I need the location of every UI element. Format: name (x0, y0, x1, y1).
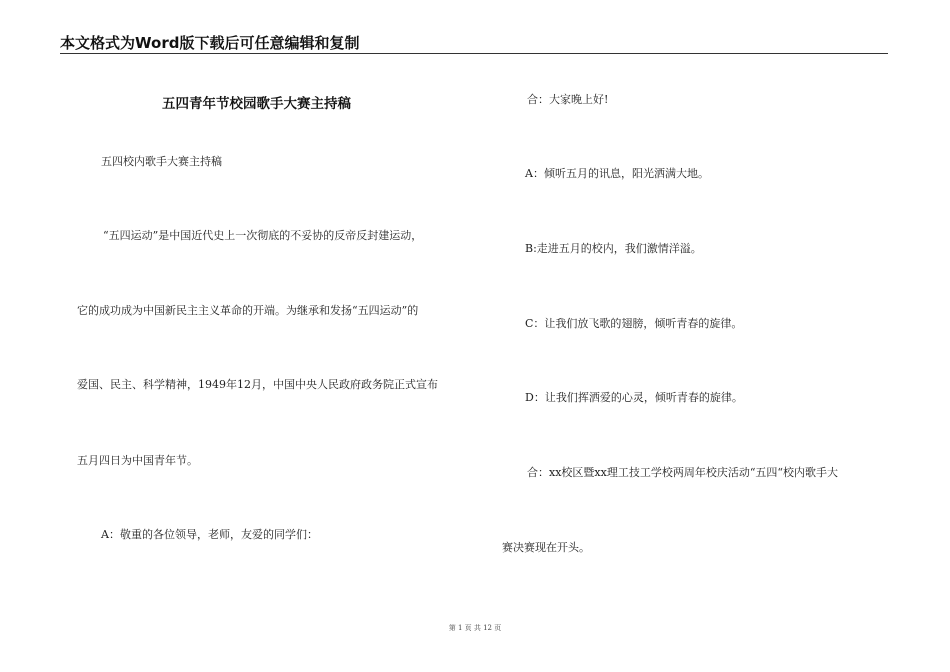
page-number: 第 1 页 共 12 页 (448, 624, 502, 632)
paragraph-line: 合：xx校区暨xx理工技工学校两周年校庆活动“五四“校内歌手大 (527, 466, 839, 479)
header-divider (60, 53, 888, 54)
paragraph-line: 它的成功成为中国新民主主义革命的开端。为继承和发扬“五四运动”的 (77, 304, 419, 317)
paragraph-line: “五四运动”是中国近代史上一次彻底的不妥协的反帝反封建运动， (103, 229, 423, 242)
document-title: 五四青年节校园歌手大赛主持稿 (162, 96, 351, 112)
paragraph-line: A：敬重的各位领导，老师，友爱的同学们： (101, 528, 318, 541)
paragraph-line: C：让我们放飞歌的翅膀，倾听青春的旋律。 (525, 317, 743, 330)
paragraph-line: B:走进五月的校内，我们激情洋溢。 (525, 242, 702, 255)
paragraph-line: D：让我们挥洒爱的心灵，倾听青春的旋律。 (525, 391, 743, 404)
paragraph-line: 爱国、民主、科学精神，1949年12月，中国中央人民政府政务院正式宣布 (77, 378, 438, 391)
paragraph-line: 五四校内歌手大赛主持稿 (101, 155, 222, 168)
paragraph-line: A：倾听五月的讯息，阳光洒满大地。 (525, 167, 709, 180)
paragraph-line: 赛决赛现在开头。 (502, 541, 590, 554)
header-notice: 本文格式为Word版下载后可任意编辑和复制 (60, 34, 360, 52)
paragraph-line: 合：大家晚上好! (527, 93, 609, 106)
paragraph-line: 五月四日为中国青年节。 (77, 454, 198, 467)
